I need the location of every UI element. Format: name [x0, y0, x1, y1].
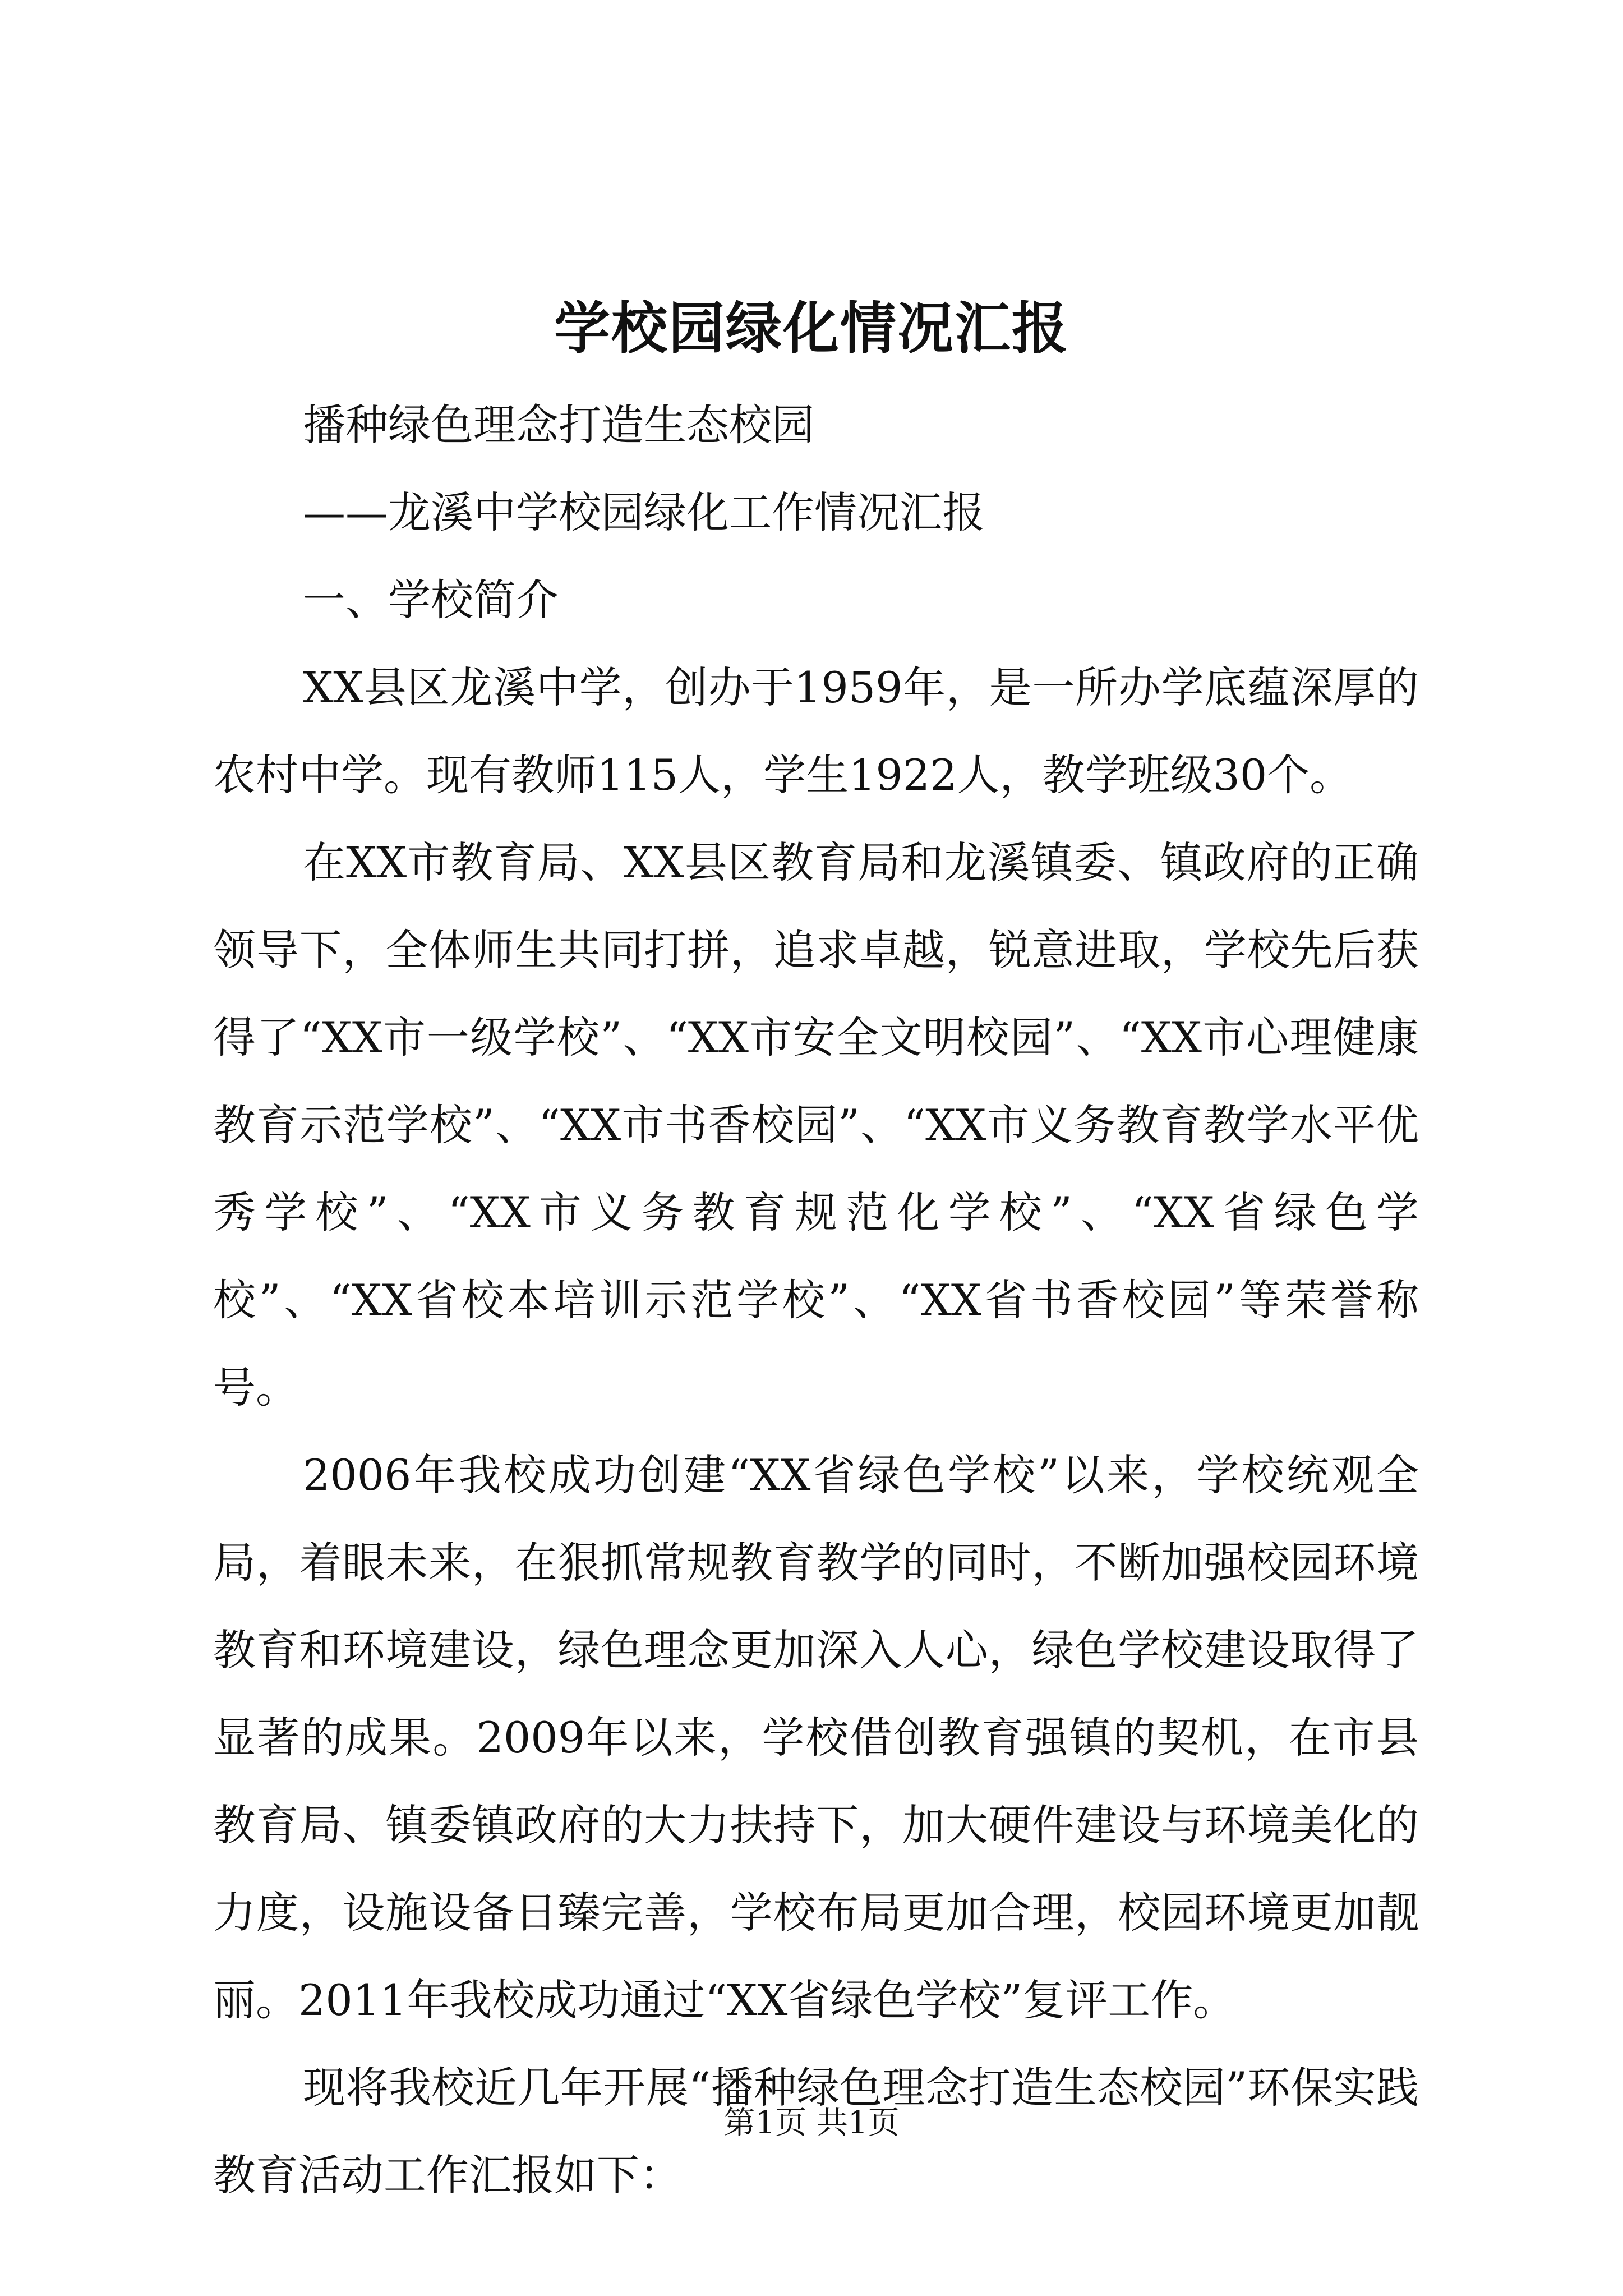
page-footer: 第1页 共1页	[723, 2105, 900, 2141]
section-heading: 一、学校简介	[303, 575, 559, 625]
paragraph-school-intro: XX县区龙溪中学，创办于1959年，是一所办学底蕴深厚的农村中学。现有教师115人，学生1922人，教学班级30个。	[213, 662, 1419, 800]
paragraph-report-intro: 现将我校近几年开展“播种绿色理念打造生态校园”环保实践教育活动工作汇报如下：	[213, 2063, 1419, 2200]
document-body	[213, 381, 1419, 2219]
document-title: 学校园绿化情况汇报	[554, 295, 1069, 361]
subtitle: 播种绿色理念打造生态校园	[303, 400, 814, 450]
paragraph-green-school: 2006年我校成功创建“XX省绿色学校”以来，学校统观全局，着眼未来，在狠抓常规教育教学的同时，不断加强校园环境教育和环境建设，绿色理念更加深入人心，绿色学校建设取得了显著的成果。2009年以来，学校借创教育强镇的契机，在市县教育局、镇委镇政府的大力扶持下，加大硬件建设与环境美化的力度，设施设备日臻完善，学校布局更加合理，校园环境更加靓丽。2011年我校成功通过“XX省绿色学校”复评工作。	[213, 1450, 1419, 2025]
subheading: ——龙溪中学校园绿化工作情况汇报	[303, 487, 985, 537]
paragraph-honors: 在XX市教育局、XX县区教育局和龙溪镇委、镇政府的正确领导下，全体师生共同打拼，追求卓越，锐意进取，学校先后获得了“XX市一级学校”、“XX市安全文明校园”、“XX市心理健康教育示范学校”、“XX市书香校园”、“XX市义务教育教学水平优秀学校”、“XX市义务教育规范化学校”、“XX省绿色学校”、“XX省校本培训示范学校”、“XX省书香校园”等荣誉称号。	[213, 838, 1419, 1412]
